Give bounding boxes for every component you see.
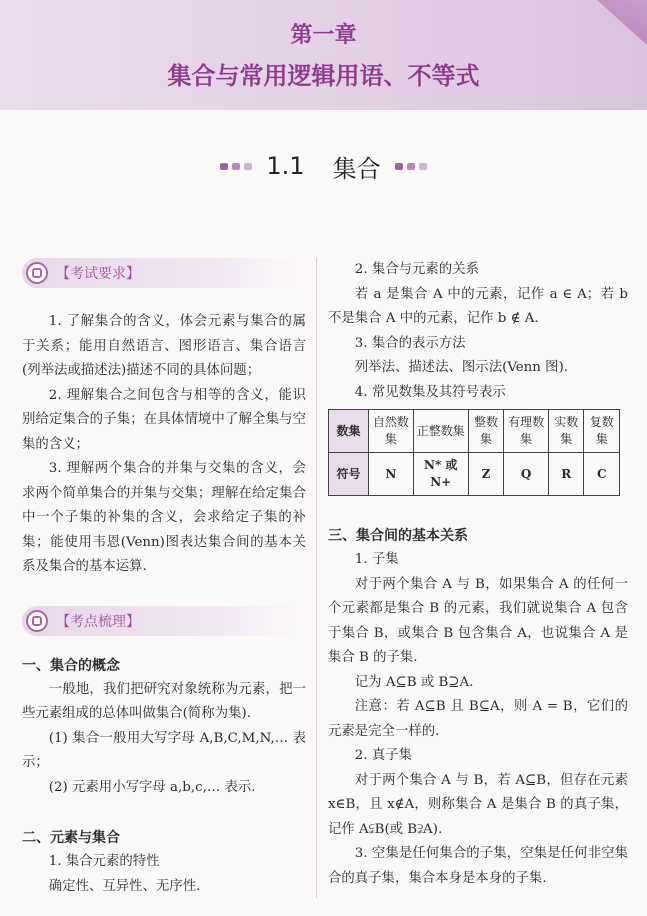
- subheading: 1. 集合元素的特性: [48, 854, 160, 869]
- chapter-number: 第一章: [290, 23, 357, 48]
- table-cell: 正整数集: [413, 410, 468, 453]
- table-cell: 自然数集: [369, 410, 414, 453]
- section-title-row: [0, 148, 647, 184]
- paragraph: 注意：若 A⊆B 且 B⊆A，则 A = B，它们的元素是完全一样的.: [328, 699, 628, 739]
- banner-label: 【考试要求】: [56, 266, 140, 282]
- subheading: 3. 集合的表示方法: [354, 335, 466, 351]
- paragraph: (2) 元素用小写字母 a,b,c,… 表示.: [48, 779, 256, 795]
- table-cell: Z: [468, 453, 504, 496]
- heading-set-concept: 一、集合的概念: [22, 657, 120, 674]
- table-cell: 复数集: [584, 410, 620, 453]
- paragraph: 记为 A⊆B 或 B⊇A.: [354, 674, 474, 690]
- left-column: [22, 258, 306, 899]
- table-cell: 整数集: [468, 410, 504, 453]
- table-cell: 实数集: [548, 410, 584, 453]
- chapter-title: 集合与常用逻辑用语、不等式: [167, 62, 480, 90]
- paragraph: (1) 集合一般用大写字母 A,B,C,M,N,… 表示；: [22, 730, 306, 770]
- heading-elements-and-sets: 二、元素与集合: [22, 830, 120, 846]
- subheading: 4. 常见数集及其符号表示: [354, 384, 506, 400]
- paragraph: 列举法、描述法、图示法(Venn 图).: [354, 360, 569, 375]
- requirement-2: 2. 理解集合之间包含与相等的含义，能识别给定集合的子集；在具体情境中了解全集与空集的含义；: [22, 387, 306, 452]
- paragraph: 3. 空集是任何集合的子集，空集是任何非空集合的真子集，集合本身是本身的子集.: [328, 846, 628, 886]
- table-row: [329, 410, 620, 453]
- table-cell: R: [548, 453, 584, 496]
- number-sets-table: [328, 409, 620, 496]
- exam-requirements-banner: [22, 258, 300, 288]
- right-dots-decoration: [395, 163, 427, 170]
- table-cell: Q: [504, 453, 549, 496]
- section-name: 集合: [332, 154, 381, 183]
- location-pin-icon: [26, 610, 48, 632]
- table-cell: C: [584, 453, 620, 496]
- requirement-1: 1. 了解集合的含义，体会元素与集合的属于关系；能用自然语言、图形语言、集合语言(列举法或描述法)描述不同的具体问题；: [22, 314, 306, 378]
- section-number: 1.1: [266, 152, 305, 180]
- subheading: 2. 真子集: [354, 748, 413, 763]
- subheading: 2. 集合与元素的关系: [354, 262, 479, 277]
- right-column: [328, 258, 628, 891]
- paragraph: 确定性、互异性、无序性.: [48, 878, 201, 894]
- table-cell: N: [369, 453, 414, 496]
- subheading: 1. 子集: [354, 552, 399, 567]
- left-dots-decoration: [220, 163, 252, 170]
- table-cell: N* 或 N+: [413, 453, 468, 496]
- banner-label: 【考点梳理】: [56, 613, 140, 630]
- table-cell: 有理数集: [504, 410, 549, 453]
- paragraph: 对于两个集合 A 与 B，若 A⊆B，但存在元素 x∈B，且 x∉A，则称集合 A 是集合 B 的真子集，记作 A⫋B(或 B⫌A).: [328, 772, 628, 837]
- table-cell: 符号: [329, 453, 369, 496]
- table-row: [329, 453, 620, 496]
- requirement-3: 3. 理解两个集合的并集与交集的含义，会求两个简单集合的并集与交集；理解在给定集合中一个子集的补集的含义，会求给定子集的补集；能使用韦恩(Venn)图表达集合间的基本关系及集合的基本运算.: [22, 461, 306, 574]
- location-pin-icon: [26, 262, 48, 284]
- table-cell: 数集: [329, 410, 369, 453]
- paragraph: 一般地，我们把研究对象统称为元素，把一些元素组成的总体叫做集合(简称为集).: [22, 681, 306, 721]
- key-points-banner: [22, 606, 300, 636]
- column-divider: [316, 258, 317, 898]
- heading-set-relations: 三、集合间的基本关系: [328, 528, 468, 544]
- chapter-header: [0, 0, 647, 110]
- paragraph: 若 a 是集合 A 中的元素，记作 a ∈ A；若 b 不是集合 A 中的元素，记作 b ∉ A.: [328, 286, 628, 326]
- paragraph: 对于两个集合 A 与 B，如果集合 A 的任何一个元素都是集合 B 的元素，我们就说集合 A 包含于集合 B，或集合 B 包含集合 A，也说集合 A 是集合 B 的子集.: [328, 576, 628, 665]
